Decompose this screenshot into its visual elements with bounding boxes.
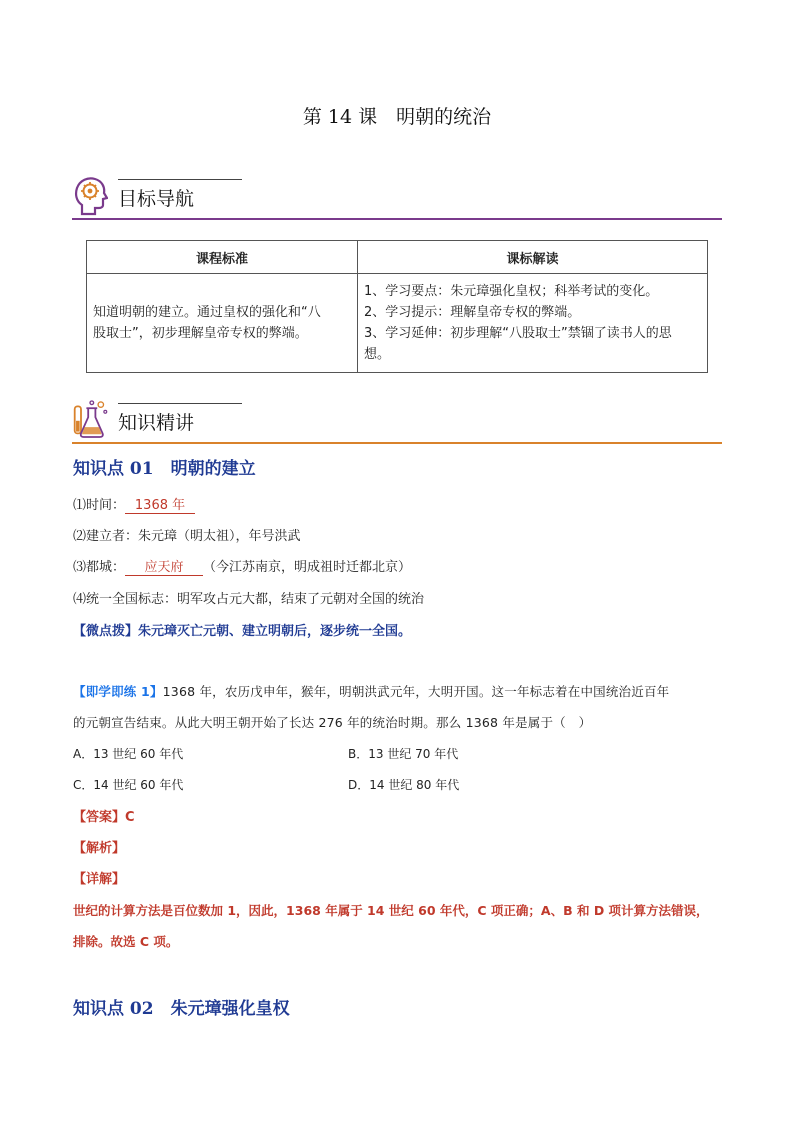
section-title-knowledge: 知识精讲 [118,412,195,434]
lab-flask-icon [72,398,108,440]
capital-label: ⑶都城： [73,560,126,575]
exercise-question-line1 [73,682,669,700]
capital-note: （今江苏南京，明成祖时迁都北京） [203,560,412,575]
time-label: ⑴时间： [73,498,126,513]
curriculum-table [86,240,708,373]
kp1-time [73,494,195,514]
exercise-label: 【即学即练 1】 [73,684,163,699]
kp1-capital [73,556,411,576]
header-topline [118,403,242,404]
reading-line: 想。 [364,347,391,362]
exercise-question-line2: 的元朝宣告结束。从此大明王朝开始了长达 276 年的统治时期。那么 1368 年是属于（ ） [73,715,592,730]
option-d: D．14 世纪 80 年代 [348,778,460,792]
table-header-row [87,241,708,274]
standard-line: 股取士”，初步理解皇帝专权的弊端。 [93,326,308,341]
time-value: 1368 年 [125,494,195,514]
knowledge-point-01-title: 知识点 01 明朝的建立 [73,459,256,479]
question-text: 1368 年，农历戊申年，猴年，明朝洪武元年，大明开国。这一年标志着在中国统治近百年 [162,684,670,699]
table-header-reading: 课标解读 [358,241,708,274]
reading-cell [358,274,708,373]
option-a: A．13 世纪 60 年代 [73,747,184,761]
header-topline [118,179,242,180]
table-row [87,274,708,373]
header-divider [72,442,722,444]
section-header-goals [72,174,722,220]
table-header-standard: 课程标准 [87,241,358,274]
knowledge-point-02-title: 知识点 02 朱元璋强化皇权 [73,999,290,1019]
reading-line: 1、学习要点：朱元璋强化皇权；科举考试的变化。 [364,284,659,299]
kp1-unify: ⑷统一全国标志：明军攻占元大都，结束了元朝对全国的统治 [73,592,425,607]
page-title: 第 14 课 明朝的统治 [302,106,492,128]
standard-line: 知道明朝的建立。通过皇权的强化和“八 [93,305,321,320]
section-header-knowledge [72,398,722,444]
head-gear-icon [72,174,108,216]
standard-cell [87,274,358,373]
detail-line: 世纪的计算方法是百位数加 1，因此，1368 年属于 14 世纪 60 年代，C 项正确；A、B 和 D 项计算方法错误， [73,903,709,918]
option-c: C．14 世纪 60 年代 [73,778,184,792]
answer-label: 【答案】C [73,810,135,825]
tip-text: 【微点拨】朱元璋灭亡元朝、建立明朝后，逐步统一全国。 [73,624,412,639]
header-divider [72,218,722,220]
reading-line: 2、学习提示：理解皇帝专权的弊端。 [364,305,581,320]
analysis-label: 【解析】 [73,841,126,856]
option-b: B．13 世纪 70 年代 [348,747,459,761]
capital-value: 应天府 [125,556,203,576]
reading-line: 3、学习延伸：初步理解“八股取士”禁锢了读书人的思 [364,326,672,341]
section-title-goals: 目标导航 [118,188,195,210]
detail-line: 排除。故选 C 项。 [73,934,179,949]
kp1-founder: ⑵建立者：朱元璋（明太祖），年号洪武 [73,529,301,544]
detail-label: 【详解】 [73,872,126,887]
